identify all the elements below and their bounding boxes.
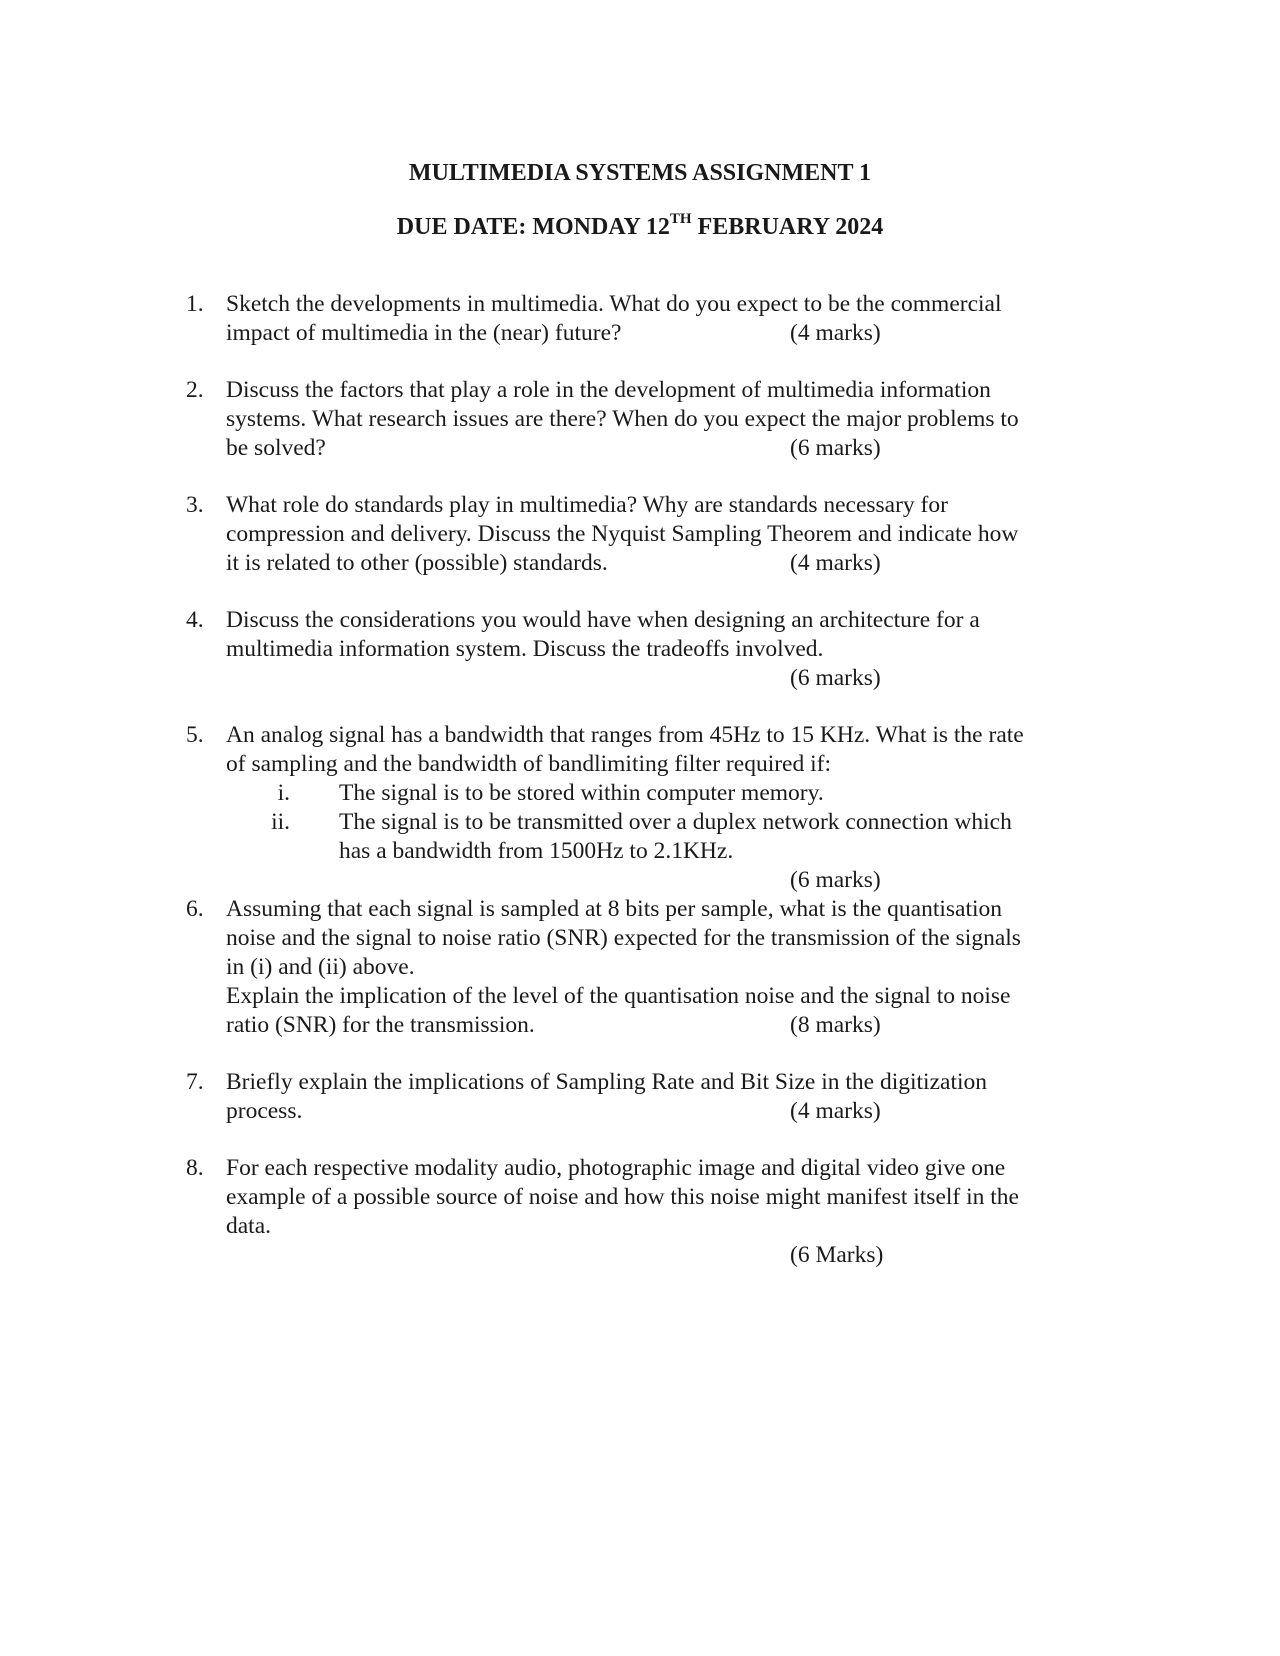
question-text-line: For each respective modality audio, photographic image and digital video give one xyxy=(226,1155,1006,1181)
question-text-line: example of a possible source of noise and how this noise might manifest itself in the xyxy=(226,1184,1019,1210)
question-number: 1. xyxy=(186,291,204,317)
question-text-line: it is related to other (possible) standards. xyxy=(226,550,608,576)
question-text-line: compression and delivery. Discuss the Nyquist Sampling Theorem and indicate how xyxy=(226,521,1019,547)
question-text-line: What role do standards play in multimedia? Why are standards necessary for xyxy=(226,492,948,518)
question-number: 8. xyxy=(186,1155,204,1181)
question-marks: (4 marks) xyxy=(790,550,881,576)
question-marks: (4 marks) xyxy=(790,1098,881,1124)
subitem-text-line: The signal is to be stored within computer memory. xyxy=(339,780,824,806)
due-date xyxy=(0,213,1280,241)
question-text-line: impact of multimedia in the (near) future? xyxy=(226,320,622,346)
question-text-line: in (i) and (ii) above. xyxy=(226,954,415,980)
question-text-line: be solved? xyxy=(226,435,326,461)
subitem-text-line: The signal is to be transmitted over a duplex network connection which xyxy=(339,809,1012,835)
question-number: 3. xyxy=(186,492,204,518)
question-text-line: systems. What research issues are there? When do you expect the major problems to xyxy=(226,406,1019,432)
question-number: 4. xyxy=(186,607,204,633)
subitem-text-line: has a bandwidth from 1500Hz to 2.1KHz. xyxy=(339,838,734,864)
page-title: MULTIMEDIA SYSTEMS ASSIGNMENT 1 xyxy=(408,160,872,186)
subitem-number: ii. xyxy=(271,809,290,835)
question-marks: (4 marks) xyxy=(790,320,881,346)
question-text-line: Briefly explain the implications of Sampling Rate and Bit Size in the digitization xyxy=(226,1069,987,1095)
question-number: 2. xyxy=(186,377,204,403)
question-text-line: Discuss the considerations you would have when designing an architecture for a xyxy=(226,607,980,633)
question-number: 7. xyxy=(186,1069,204,1095)
question-text-line: Sketch the developments in multimedia. What do you expect to be the commercial xyxy=(226,291,1002,317)
question-number: 6. xyxy=(186,896,204,922)
question-text-line: Assuming that each signal is sampled at 8 bits per sample, what is the quantisation xyxy=(226,896,1003,922)
question-number: 5. xyxy=(186,722,204,748)
question-marks: (8 marks) xyxy=(790,1012,881,1038)
question-text-line: Explain the implication of the level of the quantisation noise and the signal to noise xyxy=(226,983,1011,1009)
due-date-superscript: TH xyxy=(669,211,692,227)
question-text-line: An analog signal has a bandwidth that ranges from 45Hz to 15 KHz. What is the rate xyxy=(226,722,1024,748)
subitem-number: i. xyxy=(277,780,290,806)
question-text-line: process. xyxy=(226,1098,303,1124)
question-text-line: ratio (SNR) for the transmission. xyxy=(226,1012,535,1038)
question-marks: (6 Marks) xyxy=(790,1242,884,1268)
question-text-line: noise and the signal to noise ratio (SNR) expected for the transmission of the signals xyxy=(226,925,1021,951)
question-marks: (6 marks) xyxy=(790,665,881,691)
question-marks: (6 marks) xyxy=(790,867,881,893)
due-date-prefix: DUE DATE: MONDAY 12 xyxy=(396,214,670,240)
question-text-line: data. xyxy=(226,1213,272,1239)
question-text-line: of sampling and the bandwidth of bandlimiting filter required if: xyxy=(226,751,831,777)
due-date-suffix: FEBRUARY 2024 xyxy=(691,214,884,240)
question-text-line: multimedia information system. Discuss the tradeoffs involved. xyxy=(226,636,824,662)
question-text-line: Discuss the factors that play a role in the development of multimedia information xyxy=(226,377,991,403)
question-marks: (6 marks) xyxy=(790,435,881,461)
